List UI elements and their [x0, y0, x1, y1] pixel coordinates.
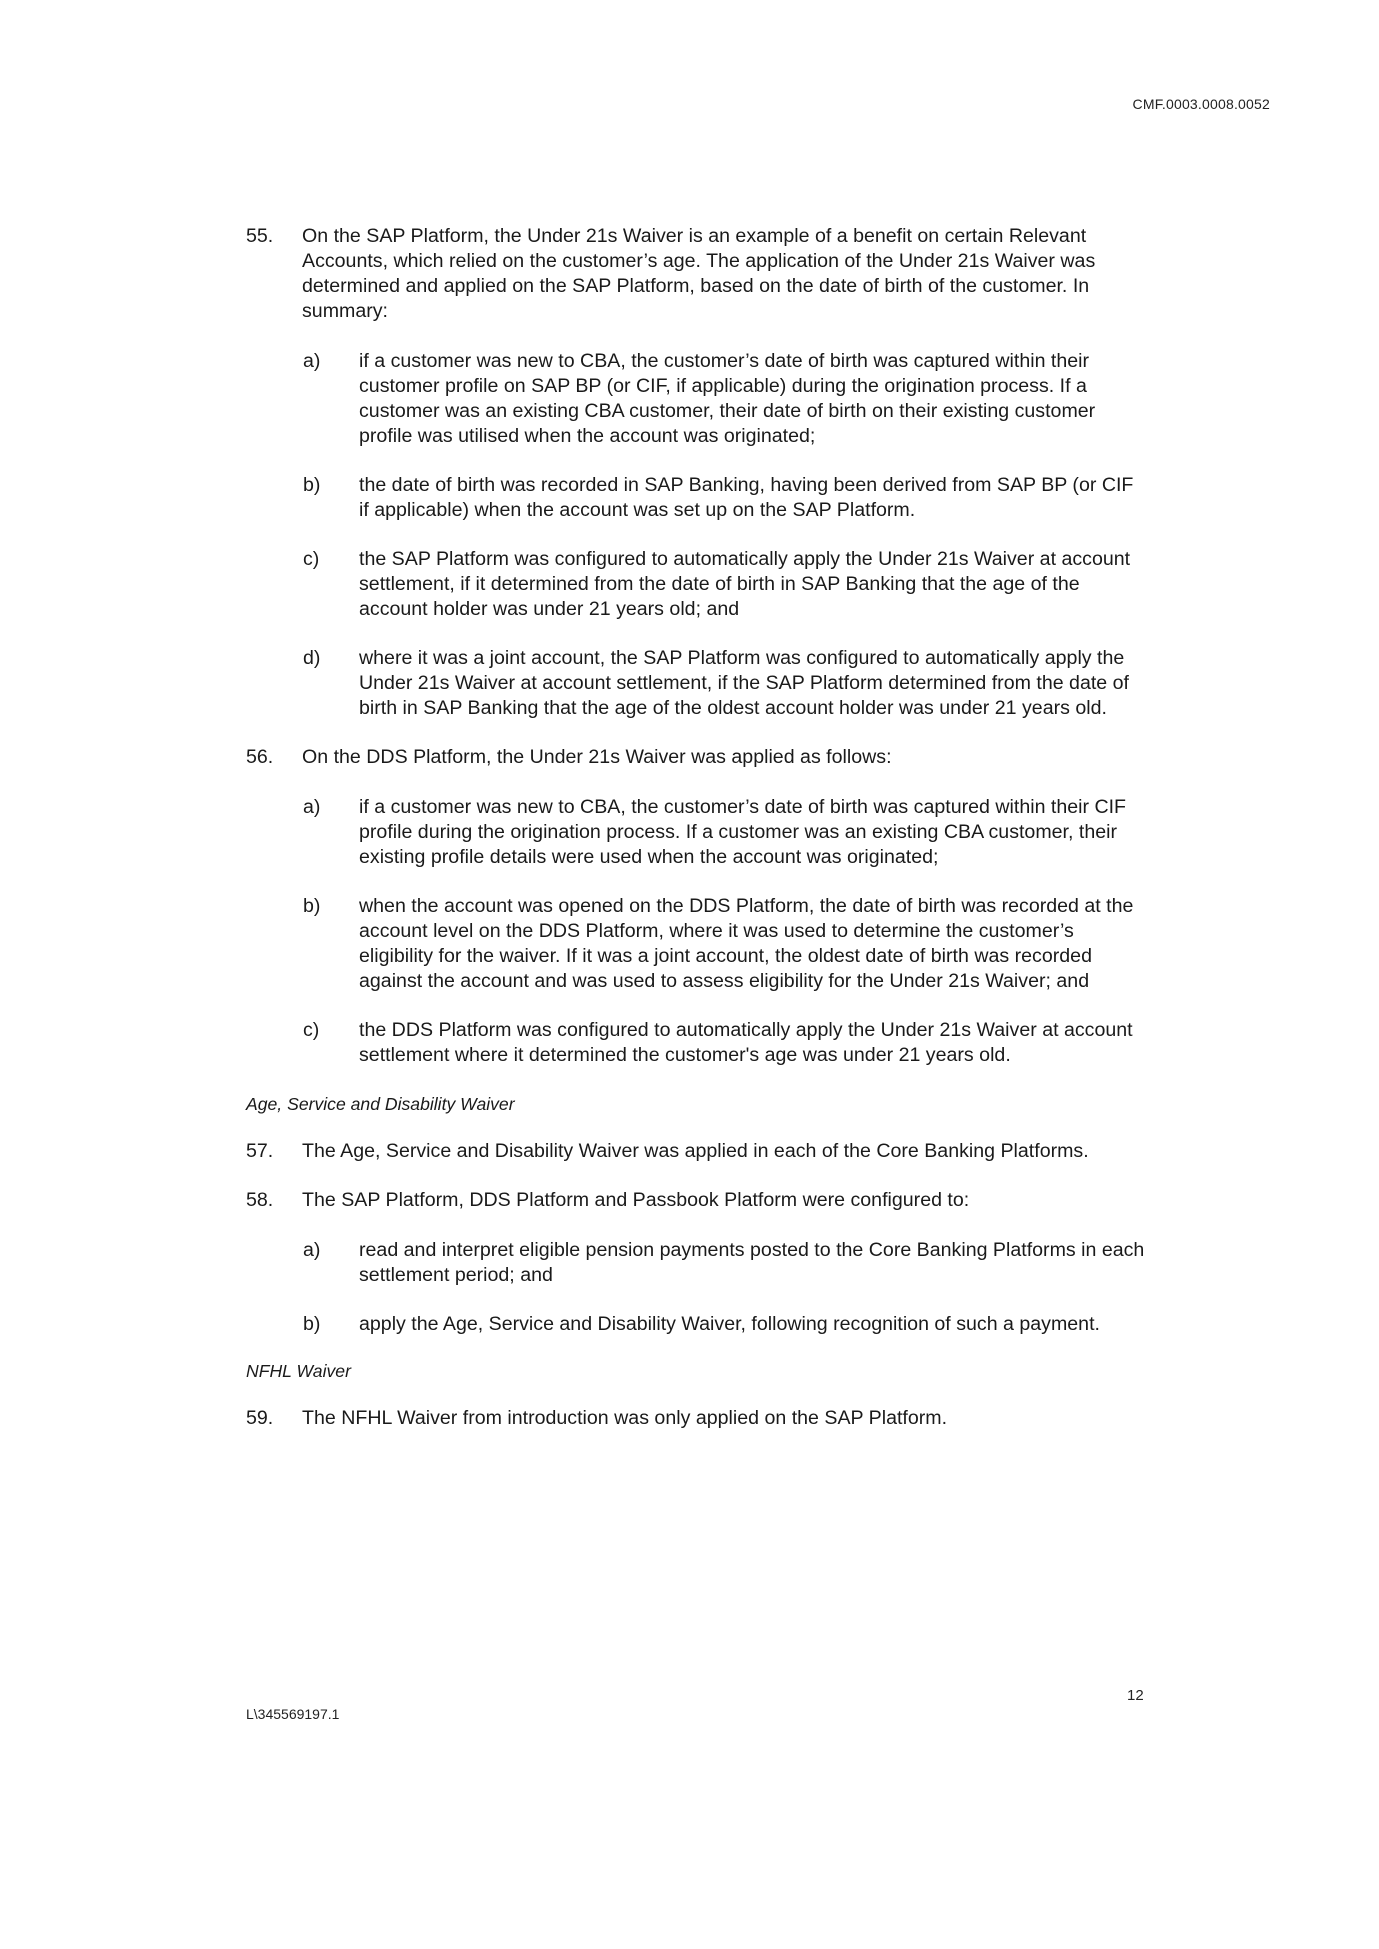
paragraph-number: 55. [246, 225, 274, 247]
paragraph-56 [246, 745, 1146, 770]
list-item [303, 547, 1146, 622]
paragraph-57 [246, 1139, 1146, 1164]
paragraph-58 [246, 1188, 1146, 1213]
paragraph-text: On the SAP Platform, the Under 21s Waiver is an example of a benefit on certain Relevant Accounts, which relied on the customer’s age. The application of the Under 21s Waiver was determined and applied on the SAP Platform, based on the date of birth of the customer. In summary: [302, 225, 1096, 322]
paragraph-number: 59. [246, 1407, 274, 1429]
paragraph-number: 57. [246, 1140, 274, 1162]
list-item-label: a) [303, 350, 321, 372]
list-item-label: b) [303, 895, 321, 917]
list-item-text: the SAP Platform was configured to automatically apply the Under 21s Waiver at account settlement, if it determined from the date of birth in SAP Banking that the age of the account holder was under 21 years old; and [359, 548, 1131, 620]
list-item [303, 349, 1146, 449]
section-heading-nfhl: NFHL Waiver [246, 1361, 351, 1381]
section-heading-age-service-disability: Age, Service and Disability Waiver [246, 1094, 515, 1114]
list-item [303, 894, 1146, 994]
list-item-label: b) [303, 1313, 321, 1335]
list-item-label: c) [303, 548, 320, 570]
list-item-label: a) [303, 1239, 321, 1261]
paragraph-number: 56. [246, 746, 274, 768]
list-item-label: c) [303, 1019, 320, 1041]
document-code: L\345569197.1 [246, 1706, 340, 1722]
list-item-label: b) [303, 474, 321, 496]
list-item [303, 473, 1146, 523]
list-item [303, 1238, 1146, 1288]
list-item-text: apply the Age, Service and Disability Waiver, following recognition of such a payment. [359, 1313, 1100, 1335]
paragraph-number: 58. [246, 1189, 274, 1211]
paragraph-59 [246, 1406, 1146, 1431]
list-item-text: where it was a joint account, the SAP Platform was configured to automatically apply the Under 21s Waiver at account settlement, if the SAP Platform determined from the date of birth in SAP Banking that the age of the oldest account holder was under 21 years old. [359, 647, 1129, 719]
list-item-label: d) [303, 647, 321, 669]
list-item [303, 795, 1146, 870]
list-item-text: the DDS Platform was configured to automatically apply the Under 21s Waiver at account settlement where it determined the customer's age was under 21 years old. [359, 1019, 1133, 1066]
page-number: 12 [1127, 1687, 1144, 1704]
list-item-text: if a customer was new to CBA, the customer’s date of birth was captured within their CIF profile during the origination process. If a customer was an existing CBA customer, their existing profile details were used when the account was originated; [359, 796, 1127, 868]
paragraph-55 [246, 224, 1146, 324]
list-item [303, 646, 1146, 721]
list-item-label: a) [303, 796, 321, 818]
list-item-text: the date of birth was recorded in SAP Banking, having been derived from SAP BP (or CIF if applicable) when the account was set up on the SAP Platform. [359, 474, 1134, 521]
paragraph-text: On the DDS Platform, the Under 21s Waiver was applied as follows: [302, 746, 892, 768]
list-item [303, 1018, 1146, 1068]
document-body [246, 224, 1146, 1431]
list-item-text: read and interpret eligible pension payments posted to the Core Banking Platforms in each settlement period; and [359, 1239, 1145, 1286]
paragraph-text: The Age, Service and Disability Waiver was applied in each of the Core Banking Platforms. [302, 1140, 1089, 1162]
list-item-text: when the account was opened on the DDS Platform, the date of birth was recorded at the account level on the DDS Platform, where it was used to determine the customer’s eligibility for the waiver. If it was a joint account, the oldest date of birth was recorded against the account and was used to assess eligibility for the Under 21s Waiver; and [359, 895, 1134, 992]
paragraph-text: The SAP Platform, DDS Platform and Passbook Platform were configured to: [302, 1189, 970, 1211]
list-item [303, 1312, 1146, 1337]
paragraph-text: The NFHL Waiver from introduction was only applied on the SAP Platform. [302, 1407, 948, 1429]
document-reference-number: CMF.0003.0008.0052 [1132, 96, 1270, 112]
list-item-text: if a customer was new to CBA, the customer’s date of birth was captured within their customer profile on SAP BP (or CIF, if applicable) during the origination process. If a customer was an existing CBA customer, their date of birth on their existing customer profile was utilised when the account was originated; [359, 350, 1096, 447]
